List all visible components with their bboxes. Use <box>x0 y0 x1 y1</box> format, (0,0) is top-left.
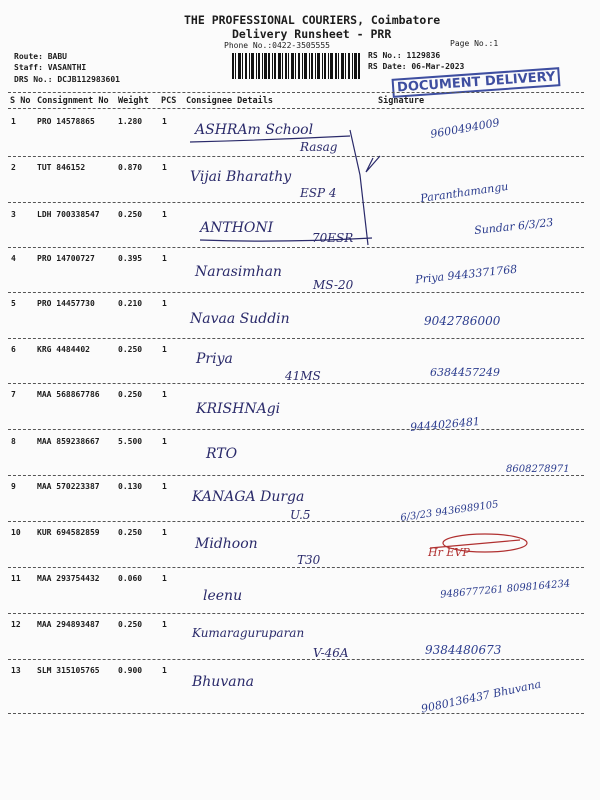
pcs: 1 <box>162 254 167 263</box>
weight: 0.250 <box>118 620 143 629</box>
sno: 8 <box>11 437 16 446</box>
consignment-no: KRG 4484402 <box>37 345 90 354</box>
consignee-name: Midhoon <box>195 536 258 552</box>
sno: 7 <box>11 390 16 399</box>
consignment-no: PRO 14700727 <box>37 254 95 263</box>
consignment-no: LDH 700338547 <box>37 210 100 219</box>
consignee-name: leenu <box>203 588 243 604</box>
consignee-name: ANTHONI <box>200 220 274 236</box>
pcs: 1 <box>162 210 167 219</box>
rs-date: RS Date: 06-Mar-2023 <box>368 62 465 71</box>
signature: 9486777261 8098164234 <box>439 578 571 601</box>
consignee-name: Narasimhan <box>195 264 282 280</box>
pcs: 1 <box>162 620 167 629</box>
sno: 6 <box>11 345 16 354</box>
sno: 12 <box>11 620 21 629</box>
pcs: 1 <box>162 437 167 446</box>
drs-number: DRS No.: DCJB112983601 <box>14 75 120 84</box>
weight: 0.210 <box>118 299 143 308</box>
signature: 9444026481 <box>409 414 481 435</box>
signature: 8608278971 <box>506 464 570 475</box>
consignee-name: Bhuvana <box>192 674 254 690</box>
consignee-extra: 41MS <box>285 369 321 383</box>
weight: 0.130 <box>118 482 143 491</box>
pcs: 1 <box>162 117 167 126</box>
sno: 2 <box>11 163 16 172</box>
pcs: 1 <box>162 390 167 399</box>
consignee-extra: U.5 <box>290 508 311 522</box>
consignment-no: PRO 14457730 <box>37 299 95 308</box>
consignee-name: RTO <box>206 446 238 462</box>
weight: 0.250 <box>118 345 143 354</box>
document-delivery-stamp: DOCUMENT DELIVERY <box>392 67 561 98</box>
consignment-no: PRO 14578865 <box>37 117 95 126</box>
weight: 0.395 <box>118 254 143 263</box>
consignment-no: TUT 846152 <box>37 163 86 172</box>
weight: 0.900 <box>118 666 143 675</box>
consignee-extra: ESP 4 <box>300 186 337 200</box>
consignee-name: Kumaraguruparan <box>192 626 305 640</box>
signature: 9600494009 <box>429 116 501 141</box>
pcs: 1 <box>162 574 167 583</box>
weight: 0.250 <box>118 528 143 537</box>
consignee-name: Vijai Bharathy <box>190 169 292 185</box>
weight: 0.870 <box>118 163 143 172</box>
col-sno: S No <box>10 96 31 106</box>
consignment-no: MAA 294893487 <box>37 620 100 629</box>
consignee-name: KANAGA Durga <box>192 489 305 505</box>
sno: 9 <box>11 482 16 491</box>
route: Route: BABU <box>14 52 67 61</box>
consignment-no: MAA 568867786 <box>37 390 100 399</box>
signature: 6/3/23 9436989105 <box>399 499 500 524</box>
sno: 13 <box>11 666 21 675</box>
pcs: 1 <box>162 528 167 537</box>
signature: 9080136437 Bhuvana <box>419 677 543 716</box>
pcs: 1 <box>162 666 167 675</box>
sno: 1 <box>11 117 16 126</box>
phone-number: Phone No.:0422-3505555 <box>224 41 330 50</box>
signature: 9384480673 <box>425 643 502 657</box>
company-name: THE PROFESSIONAL COURIERS, Coimbatore <box>184 13 441 27</box>
page-number: Page No.:1 <box>450 39 499 48</box>
col-weight: Weight <box>118 96 149 106</box>
signature: Paranthamangu <box>419 179 510 206</box>
document-title: Delivery Runsheet - PRR <box>232 27 392 41</box>
consignment-no: MAA 293754432 <box>37 574 100 583</box>
sno: 10 <box>11 528 21 537</box>
consignee-extra: V-46A <box>313 646 349 660</box>
weight: 1.280 <box>118 117 143 126</box>
consignee-extra: Rasag <box>300 140 338 154</box>
weight: 0.060 <box>118 574 143 583</box>
consignee-extra: 70ESR <box>312 231 354 245</box>
signature: Hr EVP <box>428 546 470 559</box>
weight: 0.250 <box>118 210 143 219</box>
signature: Sundar 6/3/23 <box>473 215 554 238</box>
consignee-name: ASHRAm School <box>195 122 314 138</box>
signature: 9042786000 <box>424 314 501 328</box>
consignee-name: KRISHNAgi <box>196 401 281 417</box>
consignment-no: SLM 315105765 <box>37 666 100 675</box>
pcs: 1 <box>162 482 167 491</box>
consignment-no: KUR 694582859 <box>37 528 100 537</box>
consignee-name: Navaa Suddin <box>190 311 290 327</box>
sno: 11 <box>11 574 21 583</box>
consignee-extra: T30 <box>297 553 321 567</box>
weight: 5.500 <box>118 437 143 446</box>
sno: 5 <box>11 299 16 308</box>
rs-number: RS No.: 1129836 <box>368 51 441 60</box>
consignee-name: Priya <box>196 351 233 367</box>
staff: Staff: VASANTHI <box>14 63 87 72</box>
signature: Priya 9443371768 <box>414 262 518 287</box>
consignment-no: MAA 570223387 <box>37 482 100 491</box>
col-signature: Signature <box>378 96 425 106</box>
pcs: 1 <box>162 299 167 308</box>
signature: 6384457249 <box>430 366 500 379</box>
consignee-extra: MS-20 <box>313 278 354 292</box>
col-consignee: Consignee Details <box>186 96 273 106</box>
col-consignment: Consignment No <box>37 96 109 106</box>
col-pcs: PCS <box>161 96 177 106</box>
sno: 3 <box>11 210 16 219</box>
pcs: 1 <box>162 345 167 354</box>
pcs: 1 <box>162 163 167 172</box>
weight: 0.250 <box>118 390 143 399</box>
sno: 4 <box>11 254 16 263</box>
consignment-no: MAA 859238667 <box>37 437 100 446</box>
